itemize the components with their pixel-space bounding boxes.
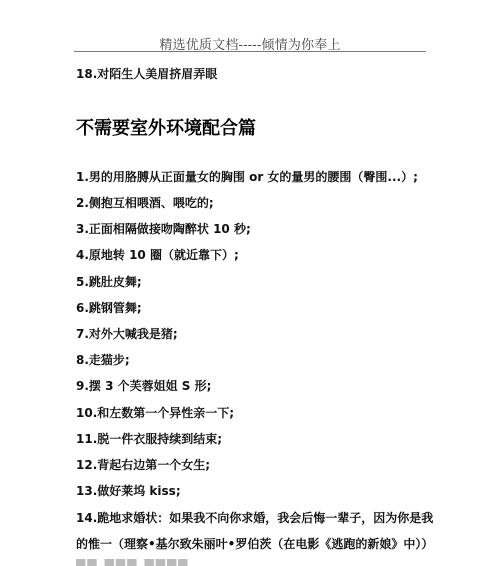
list-item: 7.对外大喊我是猪; bbox=[76, 327, 178, 341]
page-header: 精选优质文档-----倾情为你奉上 bbox=[159, 38, 341, 53]
list-item: 5.跳肚皮舞; bbox=[76, 275, 142, 289]
list-item: 14.跪地求婚状：如果我不向你求婚，我会后悔一辈子，因为你是我 bbox=[76, 511, 434, 525]
list-item: 6.跳钢管舞; bbox=[76, 301, 142, 315]
list-item: 10.和左数第一个异性亲一下; bbox=[76, 406, 235, 420]
list-item: 1.男的用胳膊从正面量女的胸围 or 女的量男的腰围（臀围...）; bbox=[76, 170, 418, 184]
list-item: 12.背起右边第一个女生; bbox=[76, 458, 211, 472]
list-item: 2.侧抱互相喂酒、喂吃的; bbox=[76, 196, 214, 210]
list-item: 4.原地转 10 圈（就近靠下）; bbox=[76, 248, 239, 262]
list-item: 3.正面相隔做接吻陶醉状 10 秒; bbox=[76, 222, 251, 236]
list-item: 8.走猫步; bbox=[76, 353, 130, 367]
header-divider bbox=[74, 51, 426, 52]
list-item: 11.脱一件衣服持续到结束; bbox=[76, 432, 223, 446]
list-item: 13.做好莱坞 kiss; bbox=[76, 484, 181, 498]
cut-off-next-line: ▀▀ ▀▀▀ ▀▀▀▀ bbox=[76, 559, 190, 566]
section-title: 不需要室外环境配合篇 bbox=[76, 118, 256, 139]
list-item: 18.对陌生人美眉挤眉弄眼 bbox=[76, 67, 218, 81]
list-item-continuation: 的惟一（理察•基尔致朱丽叶•罗伯茨（在电影《逃跑的新娘》中）） bbox=[76, 537, 434, 551]
list-item: 9.摆 3 个芙蓉姐姐 S 形; bbox=[76, 379, 212, 393]
